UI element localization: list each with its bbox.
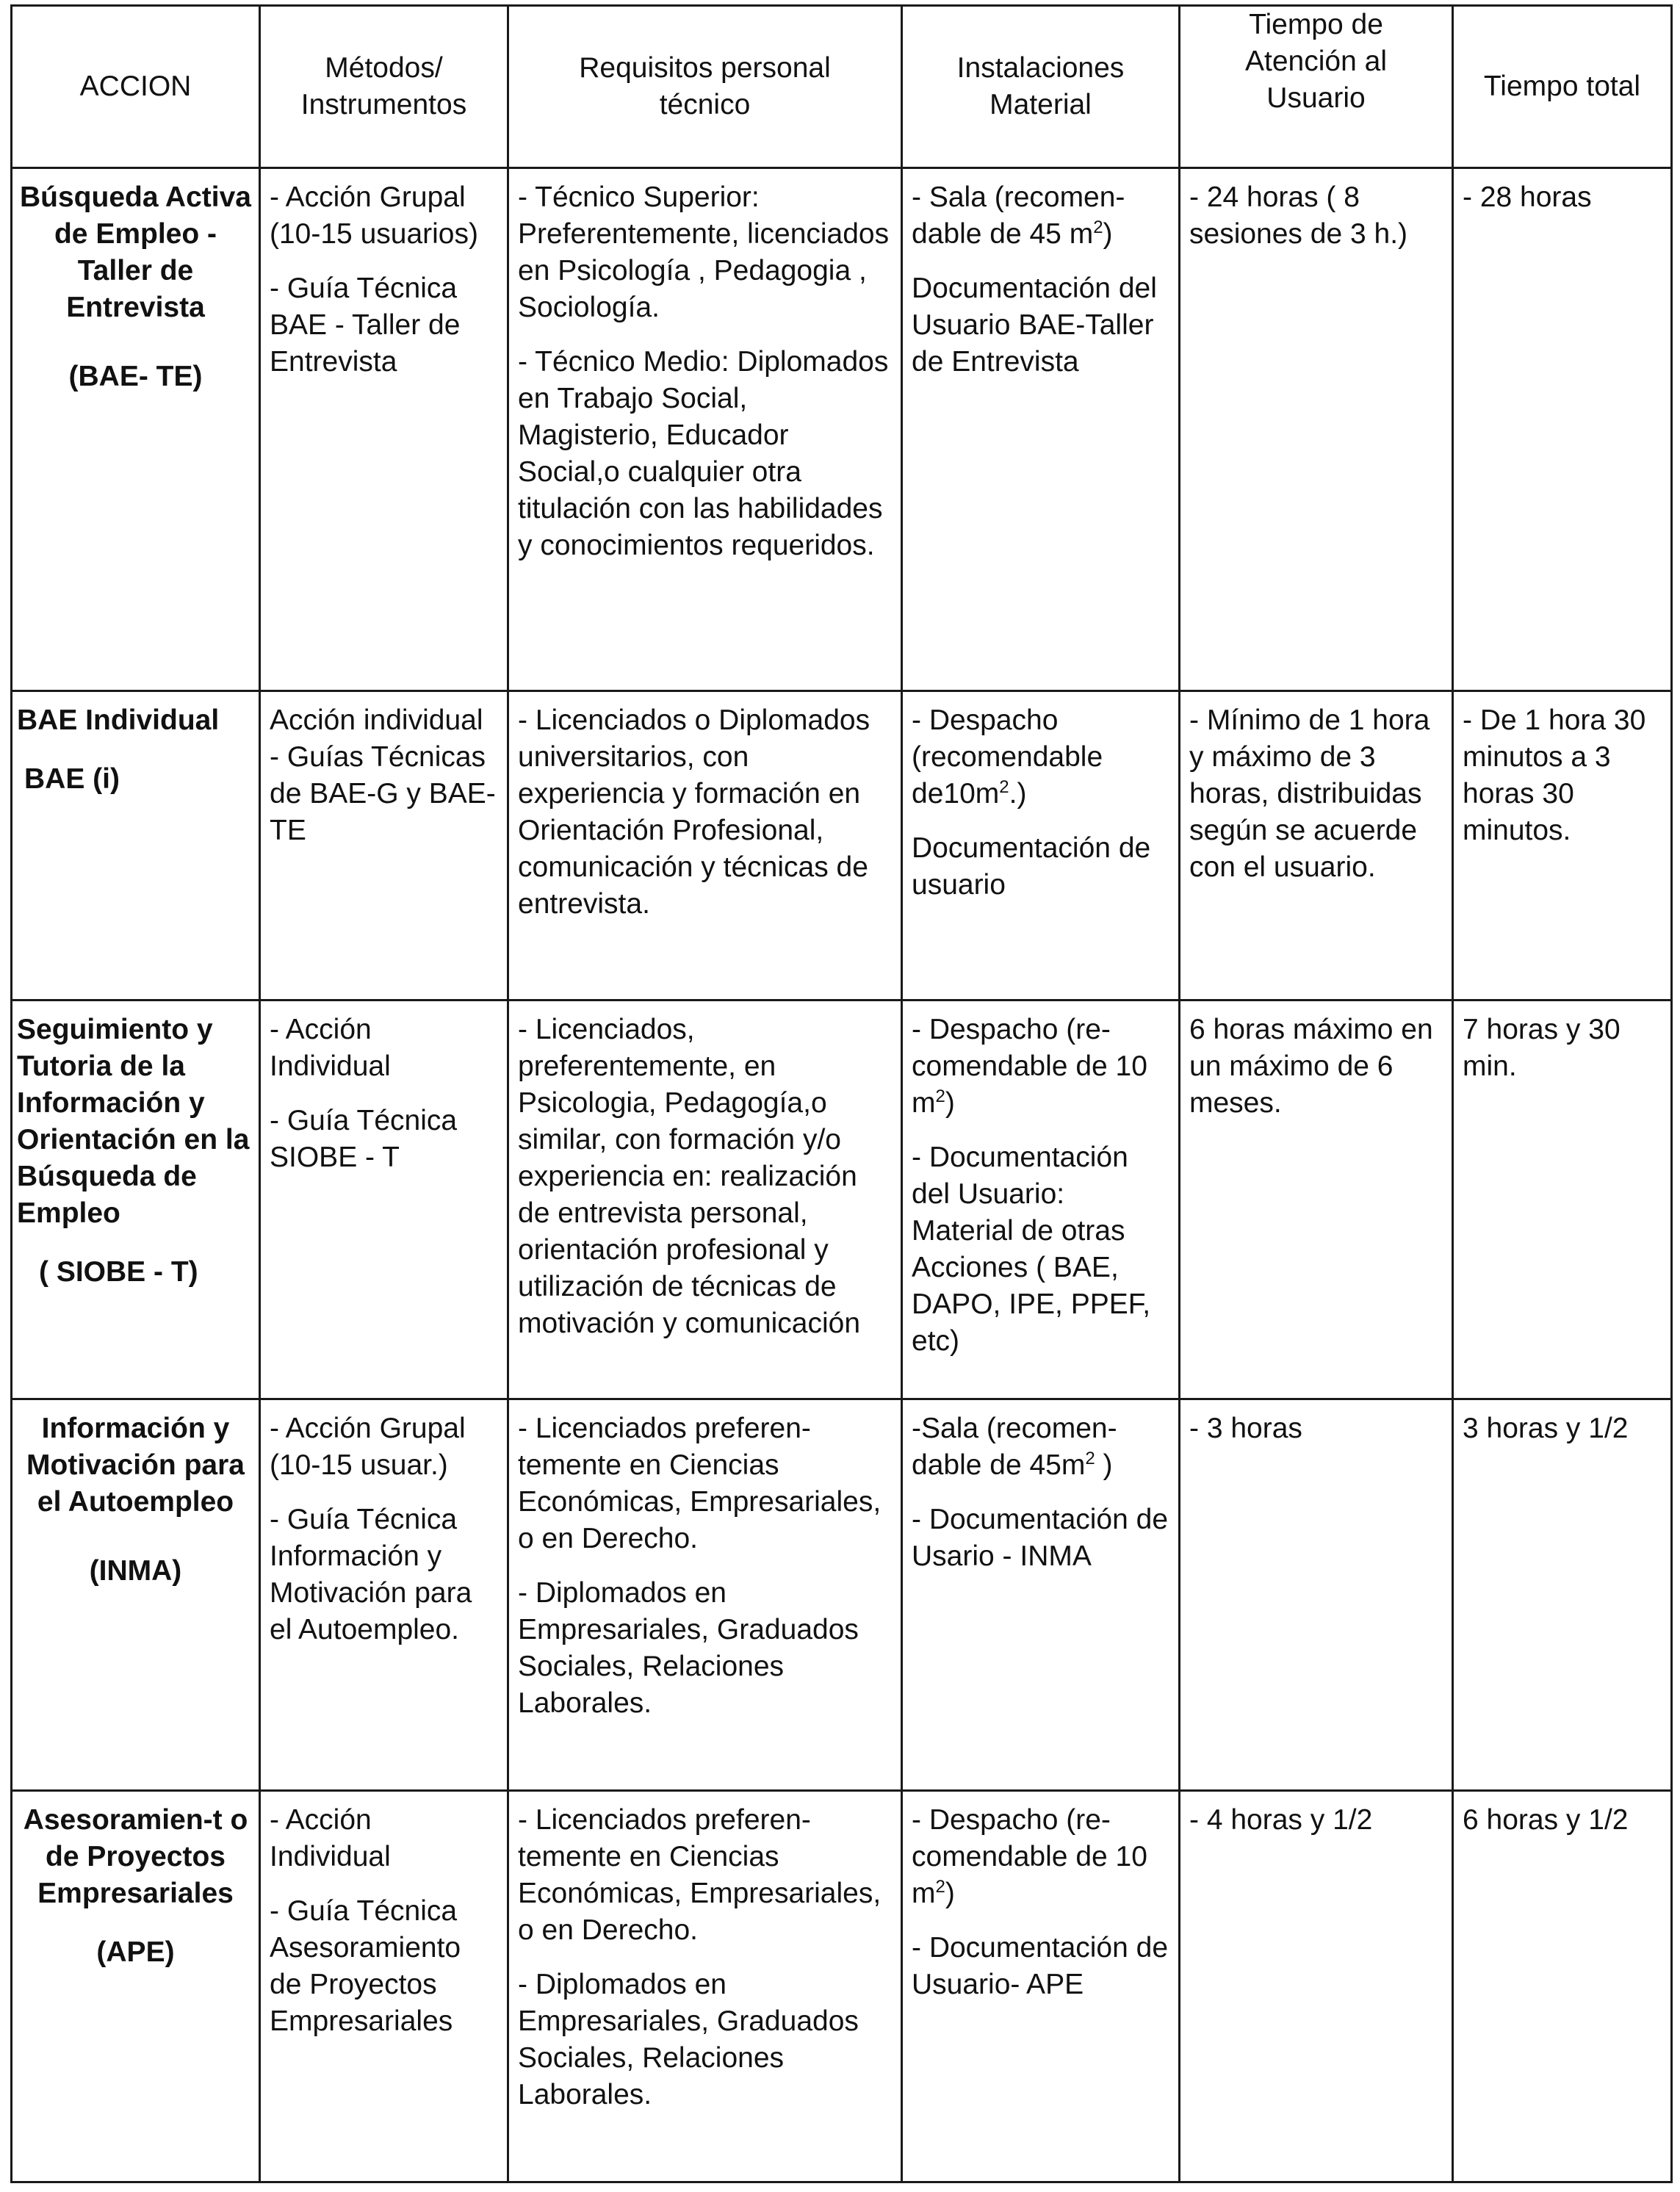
tiempo-atencion-cell: - 4 horas y 1/2 (1180, 1790, 1453, 2182)
tiempo-atencion-cell: - Mínimo de 1 hora y máximo de 3 horas, distribuidas según se acuerde con el usuario. (1180, 691, 1453, 1000)
header-tiempo-atencion: Tiempo de Atención al Usuario (1180, 6, 1453, 168)
metodos-cell: - Acción Grupal (10-15 usuar.) - Guía Técnica Información y Motivación para el Autoempleo. (260, 1399, 508, 1790)
accion-cell: Información y Motivación para el Autoempleo (INMA) (12, 1399, 260, 1790)
tiempo-total-cell: - 28 horas (1453, 168, 1672, 691)
table-row (12, 168, 1672, 691)
tiempo-atencion-cell: - 3 horas (1180, 1399, 1453, 1790)
metodos-cell: - Acción Individual - Guía Técnica SIOBE - T (260, 1000, 508, 1399)
tiempo-total-cell: 7 horas y 30 min. (1453, 1000, 1672, 1399)
table-row (12, 1000, 1672, 1399)
accion-cell: BAE Individual BAE (i) (12, 691, 260, 1000)
requisitos-cell: - Licenciados preferen-temente en Ciencias Económicas, Empresariales, o en Derecho. - Diplomados en Empresariales, Graduados Sociales, Relaciones Laborales. (508, 1790, 902, 2182)
tiempo-atencion-cell: - 24 horas ( 8 sesiones de 3 h.) (1180, 168, 1453, 691)
metodos-cell: Acción individual - Guías Técnicas de BAE-G y BAE-TE (260, 691, 508, 1000)
actions-table (10, 4, 1673, 2183)
instalaciones-cell: -Sala (recomen-dable de $45m^2$ ) - Documentación de Usario - INMA (902, 1399, 1180, 1790)
header-metodos: Métodos/ Instrumentos (260, 6, 508, 168)
table-row (12, 1790, 1672, 2182)
accion-cell: Seguimiento y Tutoria de la Información y Orientación en la Búsqueda de Empleo ( SIOBE - T) (12, 1000, 260, 1399)
metodos-cell: - Acción Grupal (10-15 usuarios) - Guía Técnica BAE - Taller de Entrevista (260, 168, 508, 691)
requisitos-cell: - Técnico Superior: Preferentemente, licenciados en Psicología , Pedagogia , Sociología. - Técnico Medio: Diplomados en Trabajo Social, Magisterio, Educador Social,o cualquier otra titulación con las habilidades y conocimientos requeridos. (508, 168, 902, 691)
tiempo-total-cell: 6 horas y 1/2 (1453, 1790, 1672, 2182)
instalaciones-cell: - Despacho (recomendable $de10m^2$.) Documentación de usuario (902, 691, 1180, 1000)
requisitos-cell: - Licenciados preferen-temente en Ciencias Económicas, Empresariales, o en Derecho. - Diplomados en Empresariales, Graduados Sociales, Relaciones Laborales. (508, 1399, 902, 1790)
accion-cell: Asesoramien-t o de Proyectos Empresariales (APE) (12, 1790, 260, 2182)
tiempo-total-cell: - De 1 hora 30 minutos a 3 horas 30 minutos. (1453, 691, 1672, 1000)
header-tiempo-total: Tiempo total (1453, 6, 1672, 168)
requisitos-cell: - Licenciados o Diplomados universitarios, con experiencia y formación en Orientación Profesional, comunicación y técnicas de entrevista. (508, 691, 902, 1000)
header-requisitos: Requisitos personal técnico (508, 6, 902, 168)
metodos-cell: - Acción Individual - Guía Técnica Asesoramiento de Proyectos Empresariales (260, 1790, 508, 2182)
instalaciones-cell: - Despacho (re-comendable de 10 $m^2$) - Documentación del Usuario: Material de otras Acciones ( BAE, DAPO, IPE, PPEF, etc) (902, 1000, 1180, 1399)
instalaciones-cell: - Sala (recomen-dable de 45 $m^2$) Documentación del Usuario BAE-Taller de Entrevista (902, 168, 1180, 691)
accion-cell: Búsqueda Activa de Empleo - Taller de Entrevista (BAE- TE) (12, 168, 260, 691)
table-row (12, 691, 1672, 1000)
header-row (12, 6, 1672, 168)
header-accion: ACCION (12, 6, 260, 168)
requisitos-cell: - Licenciados, preferentemente, en Psicologia, Pedagogía,o similar, con formación y/o experiencia en: realización de entrevista personal, orientación profesional y utilización de técnicas de motivación y comunicación (508, 1000, 902, 1399)
tiempo-atencion-cell: 6 horas máximo en un máximo de 6 meses. (1180, 1000, 1453, 1399)
instalaciones-cell: - Despacho (re-comendable de 10 $m^2$) - Documentación de Usuario- APE (902, 1790, 1180, 2182)
tiempo-total-cell: 3 horas y 1/2 (1453, 1399, 1672, 1790)
header-instalaciones: Instalaciones Material (902, 6, 1180, 168)
table-row (12, 1399, 1672, 1790)
